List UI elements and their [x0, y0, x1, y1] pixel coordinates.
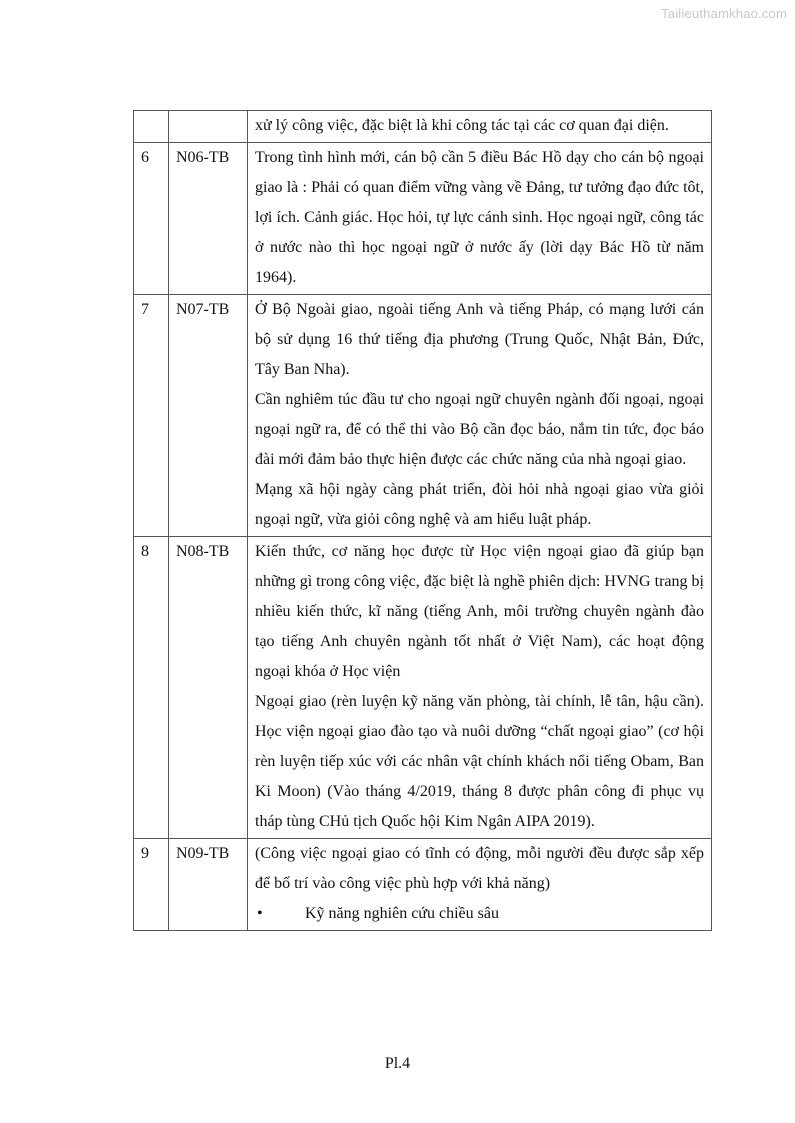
- table-row: [134, 111, 712, 143]
- bullet-item: [255, 899, 704, 929]
- content-paragraph: xử lý công việc, đặc biệt là khi công tác tại các cơ quan đại diện.: [255, 117, 669, 134]
- row-number: [134, 111, 169, 143]
- row-content: [248, 295, 712, 537]
- content-paragraph: Kiến thức, cơ năng học được từ Học viện ngoại giao đã giúp bạn những gì trong công việc, đặc biệt là nghề phiên dịch: HVNG trang bị nhiều kiến thức, kĩ năng (tiếng Anh, môi trường chuyên ngành đào tạo tiếng Anh chuyên ngành tốt nhất ở Việt Nam), các hoạt động ngoại khóa ở Học viện: [255, 543, 704, 680]
- content-table: [133, 110, 712, 931]
- row-number: 9: [134, 839, 169, 931]
- content-paragraph: (Công việc ngoại giao có tĩnh có động, mỗi người đều được sắp xếp để bố trí vào công việc phù hợp với khả năng): [255, 845, 704, 892]
- table-row: [134, 839, 712, 931]
- content-paragraph: Ở Bộ Ngoài giao, ngoài tiếng Anh và tiếng Pháp, có mạng lưới cán bộ sử dụng 16 thứ tiếng địa phương (Trung Quốc, Nhật Bản, Đức, Tây Ban Nha).: [255, 301, 704, 378]
- row-content: [248, 111, 712, 143]
- content-paragraph: Mạng xã hội ngày càng phát triển, đòi hỏi nhà ngoại giao vừa giỏi ngoại ngữ, vừa giỏi công nghệ và am hiểu luật pháp.: [255, 481, 704, 528]
- bullet-text: Kỹ năng nghiên cứu chiều sâu: [305, 905, 499, 922]
- row-number: 8: [134, 537, 169, 839]
- table-row: [134, 143, 712, 295]
- row-code: N07-TB: [169, 295, 248, 537]
- page-number: Pl.4: [384, 1055, 411, 1072]
- row-content: [248, 537, 712, 839]
- bullet-mark: •: [257, 905, 263, 922]
- row-content: [248, 839, 712, 931]
- row-code: N06-TB: [169, 143, 248, 295]
- content-paragraph: Ngoại giao (rèn luyện kỹ năng văn phòng, tài chính, lễ tân, hậu cần). Học viện ngoại giao đào tạo và nuôi dưỡng “chất ngoại giao” (cơ hội rèn luyện tiếp xúc với các nhân vật chính khách nổi tiếng Obam, Ban Ki Moon) (Vào tháng 4/2019, tháng 8 được phân công đi phục vụ tháp tùng CHủ tịch Quốc hội Kim Ngân AIPA 2019).: [255, 693, 704, 830]
- content-paragraph: Cần nghiêm túc đầu tư cho ngoại ngữ chuyên ngành đối ngoại, ngoại ngoại ngữ ra, để có thể thi vào Bộ cần đọc báo, nắm tin tức, đọc báo đài mới đảm bảo thực hiện được các chức năng của nhà ngoại giao.: [255, 391, 704, 468]
- table-row: [134, 537, 712, 839]
- row-number: 7: [134, 295, 169, 537]
- content-paragraph: Trong tình hình mới, cán bộ cần 5 điều Bác Hồ dạy cho cán bộ ngoại giao là : Phải có quan điểm vững vàng về Đảng, tư tưởng đạo đức tôt, lợi ích. Cảnh giác. Học hỏi, tự lực cánh sinh. Học ngoại ngữ, công tác ở nước nào thì học ngoại ngữ ở nước ấy (lời dạy Bác Hồ từ năm 1964).: [255, 149, 704, 286]
- table-row: [134, 295, 712, 537]
- row-code: [169, 111, 248, 143]
- row-content: [248, 143, 712, 295]
- row-code: N09-TB: [169, 839, 248, 931]
- row-code: N08-TB: [169, 537, 248, 839]
- watermark-text: Tailieuthamkhao.com: [661, 6, 787, 21]
- row-number: 6: [134, 143, 169, 295]
